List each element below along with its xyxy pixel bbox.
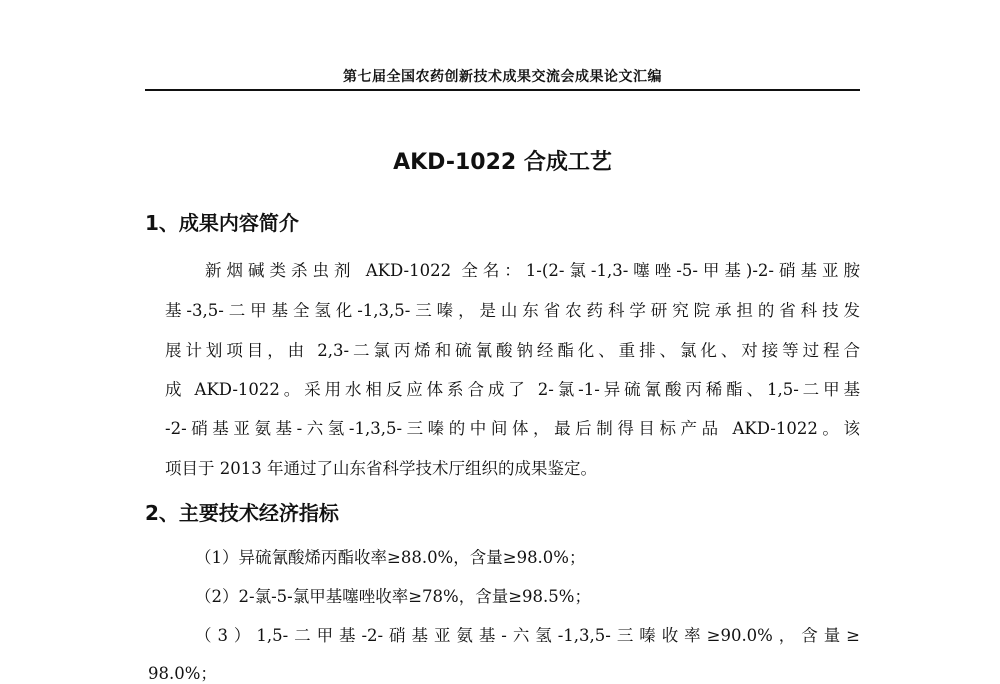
indicator-item: （1）异硫氰酸烯丙酯收率≥88.0%，含量≥98.0%； bbox=[195, 548, 586, 567]
section-heading-indicators: 2、主要技术经济指标 bbox=[145, 501, 339, 525]
paragraph-line: 成 AKD-1022。采用水相反应体系合成了 2-氯-1-异硫氰酸丙稀酯、1,5-二甲基 bbox=[165, 380, 860, 399]
paragraph-line: 项目于 2013 年通过了山东省科学技术厅组织的成果鉴定。 bbox=[165, 459, 597, 478]
section-heading-intro: 1、成果内容简介 bbox=[145, 211, 299, 235]
paper-title: AKD-1022 合成工艺 bbox=[393, 150, 612, 175]
indicator-item: （3）1,5-二甲基-2-硝基亚氨基-六氢-1,3,5-三嗪收率≥90.0%，含量≥ bbox=[195, 626, 860, 645]
header-rule bbox=[145, 89, 860, 91]
paragraph-line: 展计划项目，由 2,3-二氯丙烯和硫氰酸钠经酯化、重排、氯化、对接等过程合 bbox=[165, 341, 860, 360]
paragraph-line: 基-3,5-二甲基全氢化-1,3,5-三嗪，是山东省农药科学研究院承担的省科技发 bbox=[165, 301, 860, 320]
indicator-item-continuation: 98.0%； bbox=[148, 664, 217, 683]
indicator-item: （2）2-氯-5-氯甲基噻唑收率≥78%，含量≥98.5%； bbox=[195, 587, 591, 606]
running-header: 第七届全国农药创新技术成果交流会成果论文汇编 bbox=[343, 69, 662, 85]
paragraph-line: -2-硝基亚氨基-六氢-1,3,5-三嗪的中间体，最后制得目标产品 AKD-1022。该 bbox=[165, 419, 860, 438]
paragraph-line: 新烟碱类杀虫剂 AKD-1022 全名：1-(2-氯-1,3-噻唑-5-甲基)-2-硝基亚胺 bbox=[205, 261, 860, 280]
